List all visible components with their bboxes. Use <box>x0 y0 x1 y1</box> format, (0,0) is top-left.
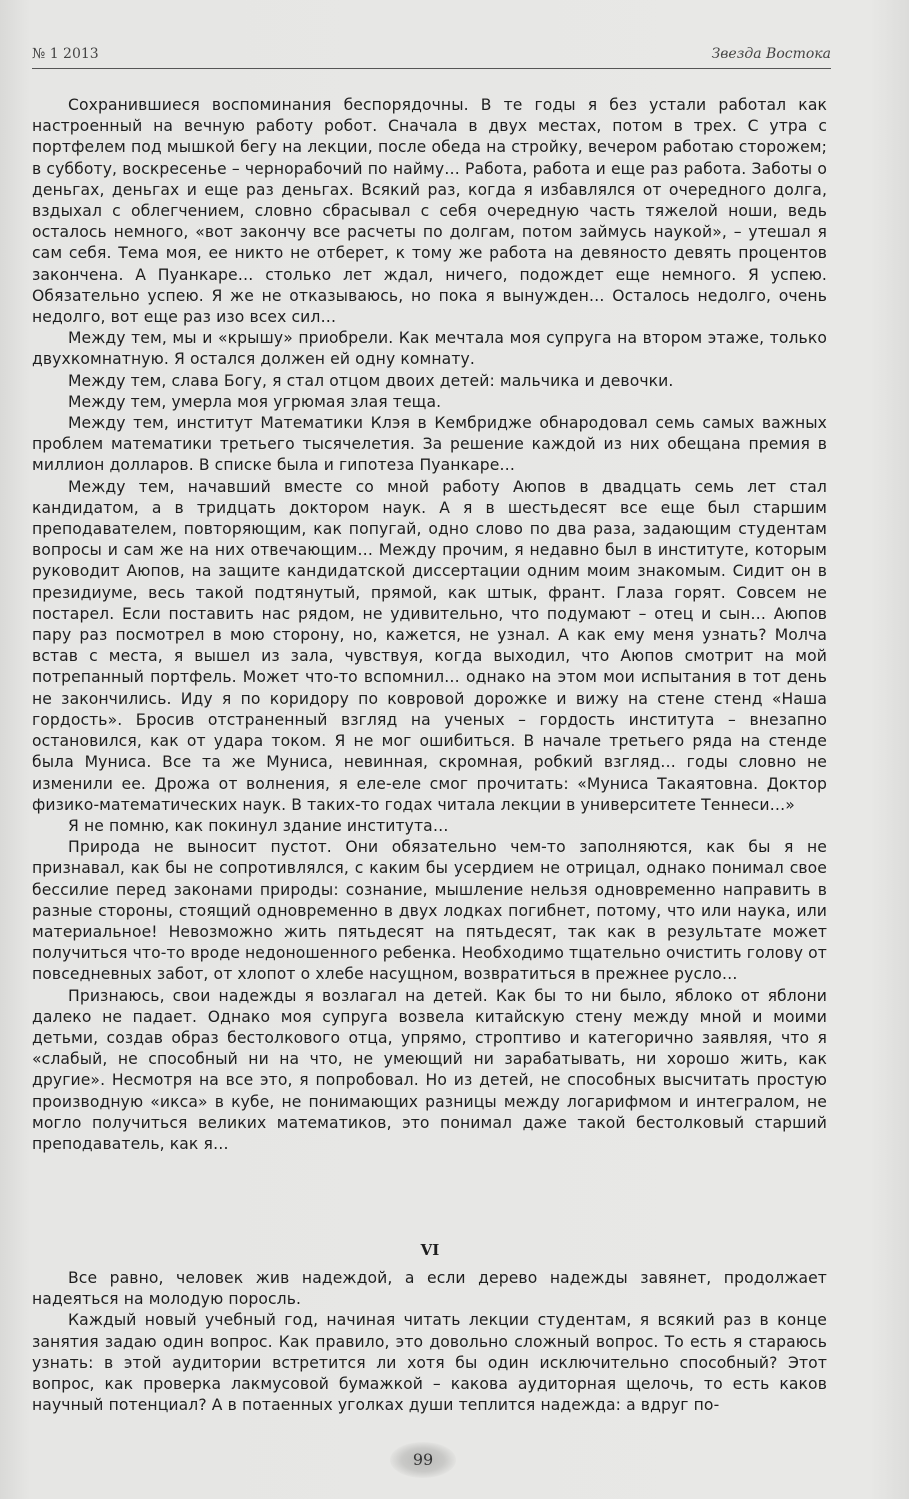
section-text <box>32 1268 827 1416</box>
paragraph: Сохранившиеся воспоминания беспорядочны. В те годы я без устали работал как настроенный на вечную работу робот. Сначала в двух местах, потом в трех. С утра с портфелем под мышкой бегу на лекции, после обеда на стройку, вечером работаю сторожем; в субботу, воскресенье – чернорабочий по найму… Работа, работа и еще раз работа. Заботы о деньгах, деньгах и еще раз деньгах. Всякий раз, когда я избавлялся от очередного долга, вздыхал с облегчением, словно сбрасывал с себя очередную часть тяжелой ноши, ведь осталось немного, «вот закончу все расчеты по долгам, потом займусь наукой», – утешал я сам себя. Тема моя, ее никто не отберет, к тому же работа на девяносто девять процентов закончена. А Пуанкаре… столько лет ждал, ничего, подождет еще немного. Я успею. Обязательно успею. Я же не отказываюсь, но пока я вынужден… Осталось недолго, очень недолго, вот еще раз изо всех сил… <box>32 96 827 327</box>
paragraph: Каждый новый учебный год, начиная читать лекции студентам, я всякий раз в конце занятия задаю один вопрос. Как правило, это довольно сложный вопрос. То есть я стараюсь узнать: в этой аудитории встретится ли хотя бы один исключительно способный? Этот вопрос, как проверка лакмусовой бумажкой – какова аудиторная щелочь, то есть каков научный потенциал? А в потаенных уголках души теплится надежда: а вдруг по- <box>32 1311 827 1415</box>
paragraph: Природа не выносит пустот. Они обязательно чем-то заполняются, как бы я не признавал, как бы не сопротивлялся, с каким бы усердием не отрицал, однако понимал свое бессилие перед законами природы: сознание, мышление нельзя одновременно направить в разные стороны, стоящий одновременно в двух лодках погибнет, потому, что или наука, или материальное! Невозможно жить пятьдесят на пятьдесят, так как в результате может получиться что-то вроде недоношенного ребенка. Необходимо тщательно очистить голову от повседневных забот, от хлопот о хлебе насущном, возвратиться в прежнее русло… <box>32 838 827 984</box>
paragraph: Между тем, слава Богу, я стал отцом двоих детей: мальчика и девочки. <box>68 371 674 390</box>
paragraph: Я не помню, как покинул здание института… <box>68 816 449 835</box>
paragraph: Между тем, институт Математики Клэя в Кембридже обнародовал семь самых важных проблем математики третьего тысячелетия. За решение каждой из них обещана премия в миллион долларов. В списке была и гипотеза Пуанкаре… <box>32 414 827 475</box>
running-head <box>32 46 831 69</box>
journal-title: Звезда Востока <box>711 46 831 62</box>
main-text <box>32 95 827 1155</box>
paragraph: Между тем, мы и «крышу» приобрели. Как мечтала моя супруга на втором этаже, только двухкомнатную. Я остался должен ей одну комнату. <box>32 329 827 369</box>
paragraph: Между тем, начавший вместе со мной работу Аюпов в двадцать семь лет стал кандидатом, а в тридцать доктором наук. А я в шестьдесят все еще был старшим преподавателем, повторяющим, как попугай, одно слово по два раза, задающим студентам вопросы и сам же на них отвечающим… Между прочим, я недавно был в институте, которым руководит Аюпов, на защите кандидатской диссертации одним моим знакомым. Сидит он в президиуме, весь такой подтянутый, прямой, как штык, франт. Глаза горят. Совсем не постарел. Если поставить нас рядом, не удивительно, что подумают – отец и сын… Аюпов пару раз посмотрел в мою сторону, но, кажется, не узнал. А как ему меня узнать? Молча встав с места, я вышел из зала, чувствуя, когда выходил, что Аюпов смотрит на мой потрепанный портфель. Может что-то вспомнил… однако на этом мои испытания в тот день не закончились. Иду я по коридору по ковровой дорожке и вижу на стене стенд «Наша гордость». Бросив отстраненный взгляд на ученых – гордость института – внезапно остановился, как от удара током. Я не мог ошибиться. В начале третьего ряда на стенде была Муниса. Все та же Муниса, невинная, скромная, робкий взгляд… годы словно не изменили ее. Дрожа от волнения, я еле-еле смог прочитать: «Муниса Такаятовна. Доктор физико-математических наук. В таких-то годах читала лекции в университете Теннеси…» <box>32 477 827 814</box>
paragraph: Между тем, умерла моя угрюмая злая теща. <box>68 392 442 411</box>
paragraph: Признаюсь, свои надежды я возлагал на детей. Как бы то ни было, яблоко от яблони далеко не падает. Однако моя супруга возвела китайскую стену между мной и моими детьми, создав образ бестолкового отца, упрямо, строптиво и категорично заявляя, что я «слабый, не способный ни на что, не умеющий ни зарабатывать, ни хорошо жить, как другие». Несмотря на все это, я попробовал. Но из детей, не способных высчитать простую производную «икса» в кубе, не понимающих разницы между логарифмом и интегралом, не могло получиться великих математиков, это понимал даже такой бестолковый старший преподаватель, как я… <box>32 986 827 1153</box>
issue-number: № 1 2013 <box>32 46 99 62</box>
page-number: 99 <box>390 1442 456 1478</box>
paragraph: Все равно, человек жив надеждой, а если дерево надежды завянет, продолжает надеяться на молодую поросль. <box>32 1269 827 1309</box>
section-heading: VI <box>420 1241 440 1259</box>
